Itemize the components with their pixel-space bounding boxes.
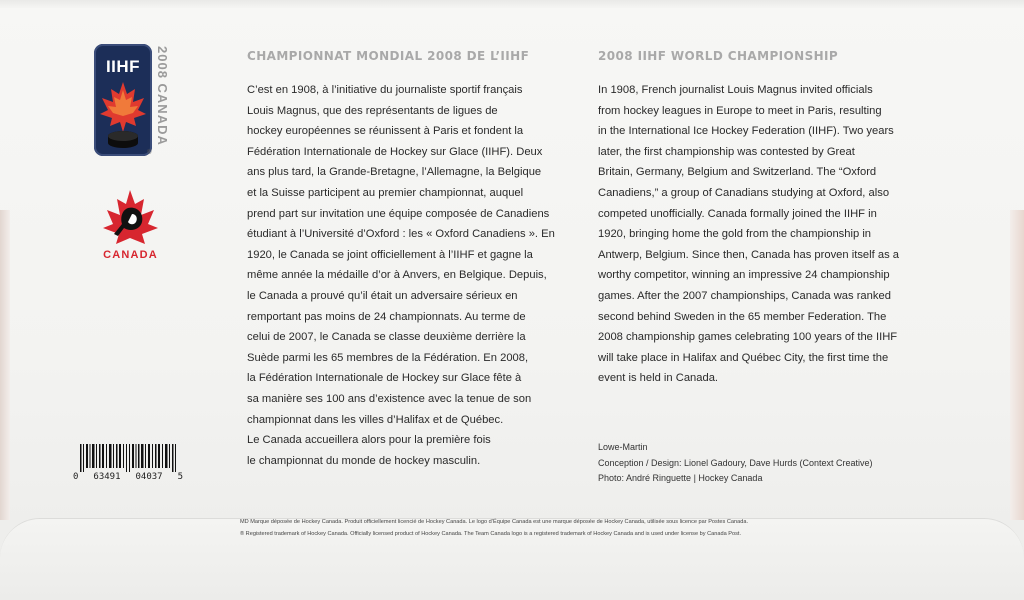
hockey-canada-logo bbox=[92, 188, 169, 250]
english-line: In 1908, French journalist Louis Magnus invited officials bbox=[598, 84, 873, 96]
english-line: Canadiens,” a group of Canadians studying at Oxford, also bbox=[598, 186, 890, 199]
english-line: in the International Ice Hockey Federation (IIHF). Two years bbox=[598, 125, 894, 138]
french-line: Louis Magnus, que des représentants de ligues de bbox=[247, 104, 498, 117]
french-line: hockey européennes se réunissent à Paris et fondent la bbox=[247, 125, 524, 138]
french-line: la Fédération Internationale de Hockey sur Glace fête à bbox=[247, 372, 522, 385]
french-line: Fédération Internationale de Hockey sur Glace (IIHF). Deux bbox=[247, 145, 543, 158]
french-line: Suède parmi les 65 membres de la Fédération. En 2008, bbox=[247, 351, 529, 364]
iihf-logo bbox=[94, 44, 152, 156]
barcode-digits bbox=[73, 472, 183, 482]
english-line: games. After the 2007 championships, Canada was ranked bbox=[598, 289, 891, 302]
french-line: même année la médaille d’or à Anvers, en Belgique. Depuis, bbox=[247, 269, 547, 282]
english-line: later, the first championship was contested by Great bbox=[598, 145, 855, 158]
english-line: event is held in Canada. bbox=[598, 372, 719, 385]
iihf-logo-text: IIHF bbox=[105, 57, 141, 76]
credit-photo: Photo: André Ringuette | Hockey Canada bbox=[598, 473, 763, 483]
english-line: worthy competitor, winning an impressive 24 championship bbox=[598, 269, 890, 282]
french-line: le championnat du monde de hockey masculin. bbox=[247, 454, 481, 467]
french-line: Le Canada accueillera alors pour la première fois bbox=[247, 434, 491, 447]
credit-printer: Lowe-Martin bbox=[598, 442, 648, 452]
english-line: Britain, Germany, Belgium and Switzerland. The “Oxford bbox=[598, 166, 877, 179]
hockey-canada-wordmark: CANADA bbox=[103, 249, 158, 261]
english-line: will take place in Halifax and Québec City, the first time the bbox=[598, 351, 889, 364]
french-title: CHAMPIONNAT MONDIAL 2008 DE L’IIHF bbox=[247, 49, 530, 63]
french-line: ans plus tard, la Grande-Bretagne, l’Allemagne, la Belgique bbox=[247, 166, 542, 179]
trademark-footnotes bbox=[240, 516, 748, 540]
credits bbox=[598, 440, 872, 487]
barcode-digit-check: 5 bbox=[177, 472, 183, 482]
french-line: remportant pas moins de 24 championnats. Au terme de bbox=[247, 310, 526, 323]
english-line: Antwerp, Belgium. Since then, Canada has proven itself as a bbox=[598, 248, 899, 261]
french-line: championnat dans les villes d’Halifax et de Québec. bbox=[247, 413, 504, 426]
right-edge-strip bbox=[1010, 210, 1024, 520]
english-line: from hockey leagues in Europe to meet in Paris, resulting bbox=[598, 104, 882, 117]
barcode bbox=[78, 444, 178, 472]
english-line: 1920, bringing home the gold from the championship in bbox=[598, 228, 872, 241]
footnote-english: ® Registered trademark of Hockey Canada. Officially licensed product of Hockey Canada. The Team Canada logo is a registered trademark of Hockey Canada and is used under license by Canada Post. bbox=[240, 531, 741, 537]
credit-design: Conception / Design: Lionel Gadoury, Dave Hurds (Context Creative) bbox=[598, 457, 873, 468]
english-body bbox=[598, 80, 899, 389]
english-line: second behind Sweden in the 65 member Federation. The bbox=[598, 310, 887, 323]
left-edge-strip bbox=[0, 210, 10, 520]
french-line: prend part sur invitation une équipe composée de Canadiens bbox=[247, 207, 550, 220]
barcode-digit-right: 04037 bbox=[135, 472, 163, 482]
maple-leaf-puck-icon bbox=[98, 80, 148, 152]
french-line: le Canada a prouvé qu’il était un adversaire sérieux en bbox=[247, 289, 518, 302]
barcode-digit-left: 63491 bbox=[93, 472, 121, 482]
french-line: et la Suisse participent au premier championnat, auquel bbox=[247, 186, 524, 199]
french-line: celui de 2007, le Canada se classe deuxième derrière la bbox=[247, 331, 526, 344]
french-body bbox=[247, 80, 555, 471]
registered-mark: ® bbox=[147, 150, 152, 156]
french-line: C’est en 1908, à l’initiative du journaliste sportif français bbox=[247, 84, 523, 96]
barcode-digit-prefix: 0 bbox=[73, 472, 79, 482]
english-title: 2008 IIHF WORLD CHAMPIONSHIP bbox=[598, 49, 839, 63]
footnote-french: MD Marque déposée de Hockey Canada. Produit officiellement licencié de Hockey Canada. Le logo d’Équipe Canada est une marque déposée de Hockey Canada, utilisée sous licence par Postes Canada. bbox=[240, 519, 748, 525]
english-line: 2008 championship games celebrating 100 years of the IIHF bbox=[598, 331, 898, 344]
vertical-year-text: 2008 CANADA bbox=[155, 46, 170, 146]
french-line: étudiant à l’Université d’Oxford : les « Oxford Canadiens ». En bbox=[247, 228, 555, 241]
french-line: 1920, le Canada se joint officiellement à l’IIHF et gagne la bbox=[247, 248, 533, 261]
english-line: competed unofficially. Canada formally joined the IIHF in bbox=[598, 207, 877, 220]
french-line: sa manière ses 100 ans d’existence avec la tenue de son bbox=[247, 392, 532, 405]
top-edge bbox=[0, 0, 1024, 8]
